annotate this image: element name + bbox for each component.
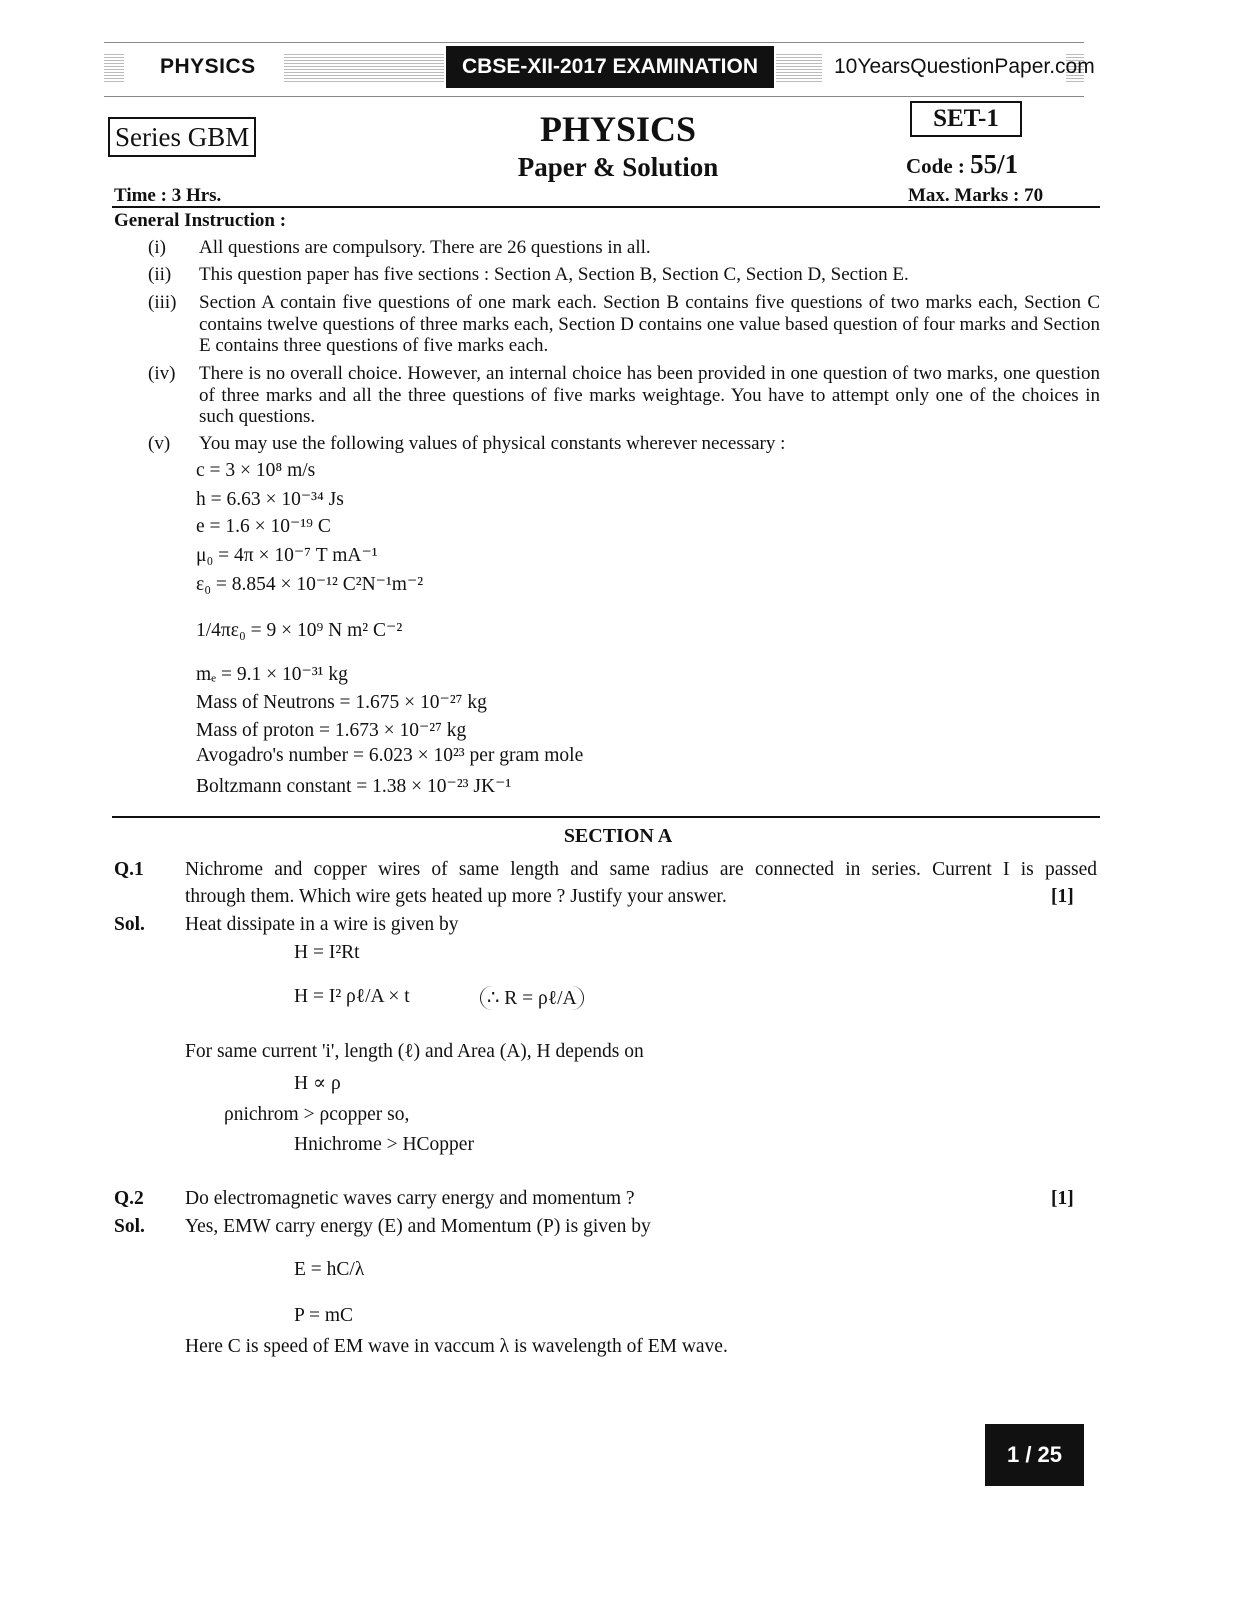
solution-intro: Yes, EMW carry energy (E) and Momentum (P) is given by: [185, 1216, 651, 1237]
equation: P = mC: [294, 1305, 354, 1326]
instruction-item: [148, 292, 1100, 357]
solution-text: Here C is speed of EM wave in vaccum λ is wavelength of EM wave.: [185, 1336, 728, 1357]
header-site: 10YearsQuestionPaper.com: [834, 55, 1095, 78]
constant-eps0: ε₀ = 8.854 × 10⁻¹² C²N⁻¹m⁻²: [196, 574, 424, 595]
time-allowed: Time : 3 Hrs.: [114, 185, 222, 206]
question-text-line2: through them. Which wire gets heated up more ? Justify your answer.: [185, 886, 727, 907]
question-label: Q.2: [114, 1188, 144, 1209]
instruction-number: (v): [148, 433, 171, 454]
set-box: SET-1: [910, 101, 1022, 137]
constant-neutron: Mass of Neutrons = 1.675 × 10⁻²⁷ kg: [196, 692, 487, 713]
paper-code: [906, 149, 1018, 180]
solution-intro: Heat dissipate in a wire is given by: [185, 914, 459, 935]
question-text-line1: Nichrome and copper wires of same length and same radius are connected in series. Current I is passed: [185, 859, 1097, 880]
instruction-item: [148, 237, 1100, 259]
question-label: Q.1: [114, 859, 144, 880]
instruction-text: You may use the following values of physical constants wherever necessary :: [199, 433, 786, 454]
equation: H = I² ρℓ/A × t: [294, 986, 410, 1007]
constant-h: h = 6.63 × 10⁻³⁴ Js: [196, 489, 344, 510]
instruction-item: [148, 264, 1100, 286]
max-marks: Max. Marks : 70: [908, 185, 1044, 206]
equation: E = hC/λ: [294, 1259, 365, 1280]
question-text: Do electromagnetic waves carry energy and momentum ?: [185, 1188, 635, 1209]
instructions-heading: General Instruction :: [114, 210, 287, 231]
equation: H ∝ ρ: [294, 1073, 341, 1094]
header-subject: PHYSICS: [160, 55, 256, 78]
constant-avogadro: Avogadro's number = 6.023 × 10²³ per gram mole: [196, 745, 584, 766]
instruction-text: There is no overall choice. However, an internal choice has been provided in one question of two marks, one question of three marks and all the three questions of five marks weightage. You have to attempt only one of the choices in such questions.: [199, 363, 1100, 427]
constant-mu0: μ₀ = 4π × 10⁻⁷ T mA⁻¹: [196, 545, 378, 566]
page-number: 1 / 25: [985, 1424, 1084, 1486]
constant-boltzmann: Boltzmann constant = 1.38 × 10⁻²³ JK⁻¹: [196, 776, 512, 797]
instruction-number: (iii): [148, 292, 177, 313]
solution-label: Sol.: [114, 914, 145, 935]
instruction-text: This question paper has five sections : Section A, Section B, Section C, Section D, Section E.: [199, 264, 909, 285]
solution-text: For same current 'i', length (ℓ) and Area (A), H depends on: [185, 1041, 644, 1062]
code-label: Code :: [906, 154, 971, 178]
instruction-number: (ii): [148, 264, 172, 285]
instruction-text: All questions are compulsory. There are 26 questions in all.: [199, 237, 651, 258]
equation: H = I²Rt: [294, 942, 360, 963]
question-marks: [1]: [1051, 1188, 1074, 1209]
constant-coulomb: 1/4πε₀ = 9 × 10⁹ N m² C⁻²: [196, 620, 403, 641]
equation-note: ∴ R = ρℓ/A: [480, 986, 584, 1010]
header-stripes-mid: [284, 52, 444, 82]
title-rule: [112, 206, 1100, 208]
instruction-number: (iv): [148, 363, 176, 384]
code-value: 55/1: [970, 149, 1019, 179]
header-bottom-rule: [104, 96, 1084, 97]
header-exam-banner: CBSE-XII-2017 EXAMINATION: [446, 46, 774, 88]
header-top-rule: [104, 42, 1084, 43]
header-stripes-right: [776, 52, 822, 82]
instruction-item: [148, 363, 1100, 428]
section-rule: [112, 816, 1100, 818]
constant-proton: Mass of proton = 1.673 × 10⁻²⁷ kg: [196, 720, 467, 741]
page-title: PHYSICS: [539, 109, 697, 149]
instruction-text: Section A contain five questions of one mark each. Section B contains five questions of two marks each, Section C contains twelve questions of three marks each, Section D contains one value based question of four marks and Section E contains three questions of five marks each.: [199, 292, 1100, 356]
instruction-number: (i): [148, 237, 166, 258]
solution-label: Sol.: [114, 1216, 145, 1237]
constant-me: mₑ = 9.1 × 10⁻³¹ kg: [196, 664, 348, 685]
equation: ρnichrom > ρcopper so,: [224, 1104, 410, 1125]
header-stripes-left: [104, 52, 124, 82]
equation: Hnichrome > HCopper: [294, 1134, 474, 1155]
instruction-item: [148, 433, 1100, 455]
page-subtitle: Paper & Solution: [517, 152, 719, 182]
constant-e: e = 1.6 × 10⁻¹⁹ C: [196, 516, 331, 537]
question-marks: [1]: [1051, 886, 1074, 907]
section-heading: SECTION A: [563, 825, 673, 847]
constant-c: c = 3 × 10⁸ m/s: [196, 460, 316, 481]
series-box: Series GBM: [108, 117, 256, 157]
